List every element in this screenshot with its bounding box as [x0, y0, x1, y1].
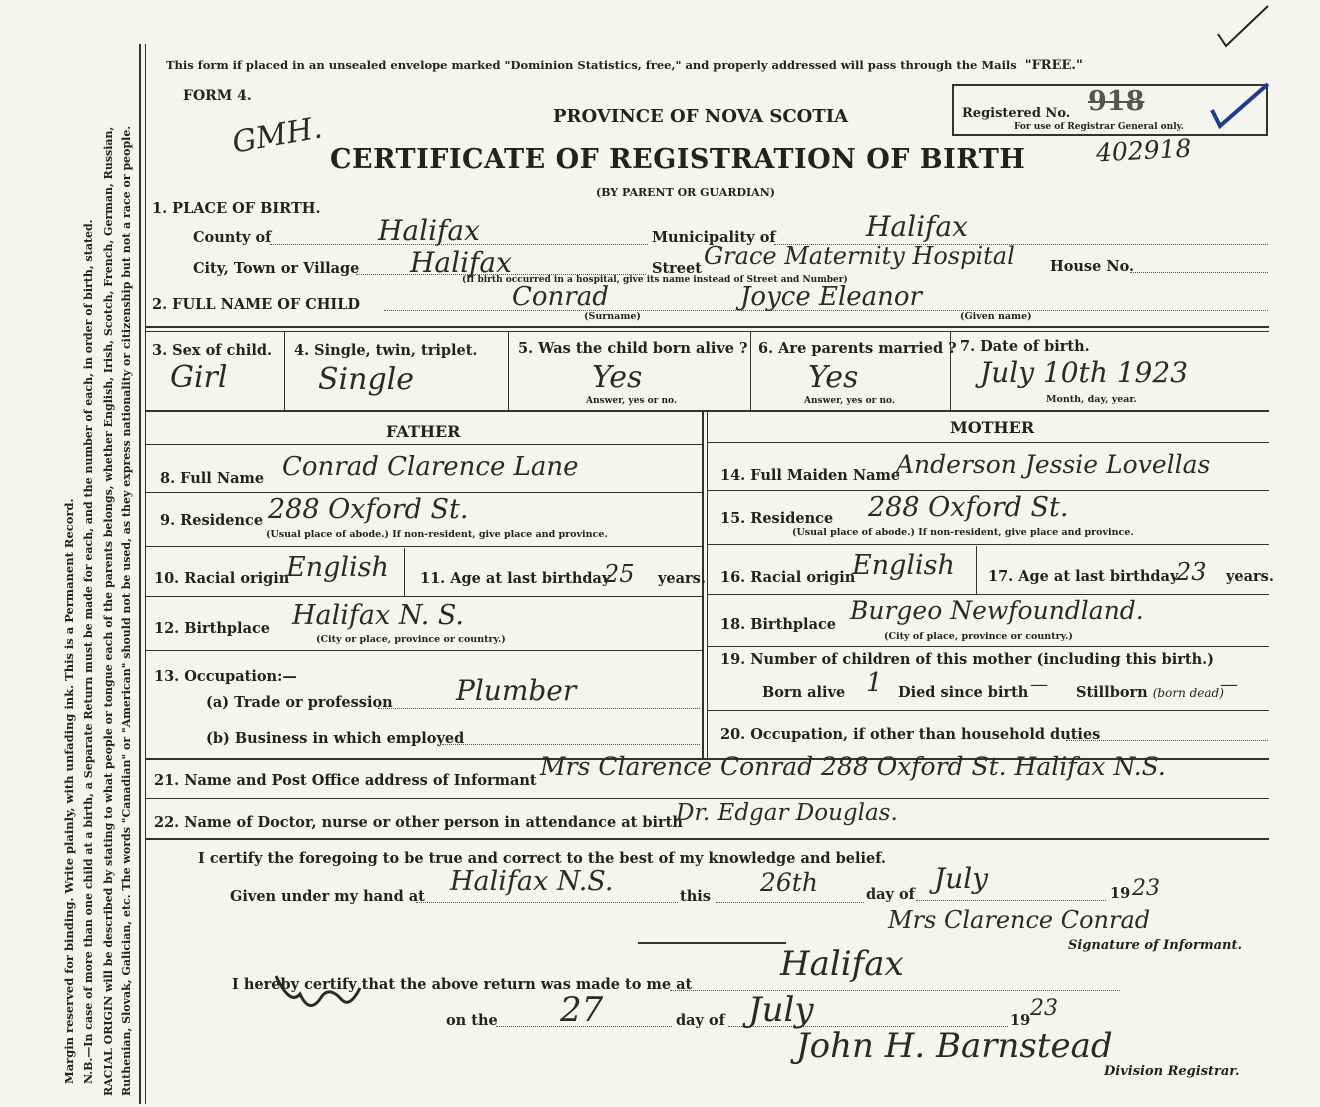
registrar-initial-mark [270, 966, 400, 1026]
father-head-line [145, 444, 702, 445]
made-place-value: Halifax [780, 944, 904, 984]
check-mark-icon [1212, 4, 1272, 48]
margin-note-2: N.B.—In case of more than one child at a birth, a Separate Return must be made for each, and the number of each, in order of birth, stated. [82, 219, 95, 1084]
mother-birthplace-label: 18. Birthplace [720, 616, 837, 633]
stillborn-label-text: Stillborn [1076, 684, 1148, 701]
parent-split-line-2 [707, 412, 708, 758]
born-alive-value: 1 [866, 668, 883, 698]
registrar-signature: John H. Barnstead [796, 1026, 1113, 1066]
frame-left-line-2 [145, 44, 146, 1104]
mother-heading: MOTHER [950, 418, 1035, 437]
certification-divider [638, 942, 786, 944]
divider-1b [145, 331, 1269, 332]
father-residence-value: 288 Oxford St. [268, 494, 469, 525]
date-of-birth-note: Month, day, year. [1046, 394, 1137, 405]
father-name-value: Conrad Clarence Lane [282, 452, 579, 482]
made-year-value: 23 [1030, 996, 1058, 1021]
stillborn-note: (born dead) [1152, 686, 1224, 700]
given-at-label: Given under my hand at [230, 888, 425, 905]
mother-name-value: Anderson Jessie Lovellas [896, 450, 1211, 479]
born-alive-question-label: 5. Was the child born alive ? [518, 340, 748, 357]
mother-birthplace-note: (City of place, province or country.) [884, 631, 1073, 642]
given-year-prefix: 19 [1110, 885, 1131, 902]
mother-head-line [708, 442, 1269, 443]
children-count-label: 19. Number of children of this mother (including this birth.) [720, 651, 1215, 668]
father-col-10-11 [404, 548, 405, 596]
col-sep-4 [508, 332, 509, 410]
street-label: Street [652, 260, 702, 277]
father-age-unit: years. [658, 570, 706, 587]
certify-statement: I certify the foregoing to be true and correct to the best of my knowledge and belief. [198, 850, 886, 867]
married-label: 6. Are parents married ? [758, 340, 957, 357]
sex-value: Girl [170, 360, 228, 395]
made-dayof-label: day of [676, 1012, 725, 1029]
mother-occupation-dots [1066, 740, 1268, 741]
given-this-label: this [680, 888, 711, 905]
born-alive-answer: Yes [592, 360, 643, 395]
registered-note: For use of Registrar General only. [1014, 122, 1184, 132]
plurality-label: 4. Single, twin, triplet. [294, 342, 478, 359]
informant-value: Mrs Clarence Conrad 288 Oxford St. Halifax N.S. [540, 752, 1166, 781]
stillborn-value: — [1220, 674, 1238, 695]
given-month-dots [916, 900, 1106, 901]
mother-row-16 [708, 594, 1269, 595]
made-year-prefix: 19 [1010, 1012, 1031, 1029]
date-of-birth-value: July 10th 1923 [980, 356, 1189, 389]
given-at-dots [416, 902, 678, 903]
father-race-label: 10. Racial origin [154, 570, 290, 587]
father-birthplace-label: 12. Birthplace [154, 620, 271, 637]
mail-notice-text: This form if placed in an unsealed envelope marked "Dominion Statistics, free," and properly addressed will pass through the Mails [166, 58, 1017, 72]
father-residence-note: (Usual place of abode.) If non-resident, give place and province. [266, 529, 608, 540]
date-of-birth-label: 7. Date of birth. [960, 338, 1090, 355]
margin-note-4: Ruthenian, Slovak, Galician, etc. The words "Canadian" or "American" should not be used, as they express nationality or citizenship but not a race or people. [120, 125, 133, 1096]
certificate-number-handwritten: 402918 [1095, 133, 1193, 168]
attendant-value: Dr. Edgar Douglas. [676, 800, 898, 826]
signature-of-informant-label: Signature of Informant. [1068, 938, 1242, 953]
mother-race-label: 16. Racial origin [720, 569, 856, 586]
mother-name-label: 14. Full Maiden Name [720, 467, 901, 484]
street-value: Grace Maternity Hospital [704, 242, 1015, 270]
hospital-note: (If birth occurred in a hospital, give its name instead of Street and Number) [462, 275, 848, 285]
registered-label: Registered No. [962, 106, 1071, 121]
divider-5 [145, 838, 1269, 840]
died-since-birth-value: — [1030, 674, 1048, 695]
born-alive-note: Answer, yes or no. [586, 396, 677, 406]
made-month-value: July [748, 990, 814, 1030]
blue-check-icon [1208, 80, 1272, 130]
certificate-title: CERTIFICATE OF REGISTRATION OF BIRTH [330, 144, 1026, 175]
mother-row-18 [708, 646, 1269, 647]
mother-birthplace-value: Burgeo Newfoundland. [850, 596, 1144, 625]
mother-age-label: 17. Age at last birthday [988, 568, 1179, 585]
city-value: Halifax [410, 246, 512, 279]
municipality-value: Halifax [866, 210, 968, 243]
born-alive-label: Born alive [762, 684, 846, 701]
hereby-certify-label: I hereby certify that the above return was made to me at [232, 976, 693, 993]
initials-handwritten: GMH. [229, 110, 325, 161]
business-dots [442, 744, 700, 745]
divider-4 [145, 798, 1269, 799]
certificate-subtitle: (BY PARENT OR GUARDIAN) [596, 186, 775, 199]
father-row-10 [145, 596, 702, 597]
given-month-value: July [934, 862, 989, 895]
father-name-label: 8. Full Name [160, 470, 265, 487]
plurality-value: Single [318, 362, 415, 397]
given-name-value: Joyce Eleanor [740, 282, 922, 312]
mother-residence-label: 15. Residence [720, 510, 834, 527]
frame-left-line [139, 44, 141, 1104]
mother-row-15 [708, 544, 1269, 545]
attendant-label: 22. Name of Doctor, nurse or other person in attendance at birth [154, 814, 683, 831]
county-label: County of [193, 229, 272, 246]
city-label: City, Town or Village [193, 260, 360, 277]
father-row-9 [145, 546, 702, 547]
married-value: Yes [808, 360, 859, 395]
father-row-12 [145, 650, 702, 651]
trade-label: (a) Trade or profession [206, 694, 393, 711]
mail-notice [166, 58, 1083, 73]
father-age-value: 25 [604, 560, 635, 588]
married-note: Answer, yes or no. [804, 396, 895, 406]
registered-value: 918 [1088, 86, 1145, 117]
house-no-label: House No. [1050, 258, 1135, 275]
form-number: FORM 4. [183, 88, 252, 104]
father-residence-label: 9. Residence [160, 512, 264, 529]
margin-note-1: Margin reserved for binding. Write plainly, with unfading ink. This is a Permanent Record. [62, 498, 76, 1084]
county-value: Halifax [378, 214, 480, 247]
informant-label: 21. Name and Post Office address of Informant [154, 772, 537, 789]
mother-race-value: English [852, 550, 955, 581]
mother-col-16-17 [976, 546, 977, 594]
mail-notice-free: "FREE." [1024, 58, 1083, 73]
divider-1 [145, 326, 1269, 328]
province-heading: PROVINCE OF NOVA SCOTIA [553, 106, 849, 127]
mother-age-unit: years. [1226, 568, 1274, 585]
mother-age-value: 23 [1176, 558, 1207, 586]
father-birthplace-note: (City or place, province or country.) [316, 634, 506, 645]
given-name-note: (Given name) [960, 311, 1032, 322]
surname-value: Conrad [512, 282, 609, 312]
made-onthe-label: on the [446, 1012, 498, 1029]
father-heading: FATHER [386, 422, 461, 441]
place-of-birth-label: 1. PLACE OF BIRTH. [152, 200, 321, 217]
father-race-value: English [286, 552, 389, 583]
trade-value: Plumber [456, 674, 577, 707]
sex-label: 3. Sex of child. [152, 342, 273, 359]
informant-signature: Mrs Clarence Conrad [888, 906, 1151, 934]
trade-dots [378, 708, 700, 709]
father-row-8 [145, 492, 702, 493]
col-sep-5 [750, 332, 751, 410]
mother-row-14 [708, 490, 1269, 491]
father-occupation-label: 13. Occupation:— [154, 668, 297, 685]
division-registrar-label: Division Registrar. [1104, 1064, 1240, 1079]
house-dots [1130, 272, 1268, 273]
made-at-dots [670, 990, 1120, 991]
mother-row-19 [708, 710, 1269, 711]
business-label: (b) Business in which employed [206, 730, 465, 747]
surname-note: (Surname) [584, 311, 641, 322]
stillborn-label [1076, 684, 1224, 701]
given-place-value: Halifax N.S. [450, 866, 614, 897]
died-since-birth-label: Died since birth [898, 684, 1029, 701]
municipality-label: Municipality of [652, 229, 776, 246]
mother-residence-note: (Usual place of abode.) If non-resident, give place and province. [792, 527, 1134, 538]
child-name-label: 2. FULL NAME OF CHILD [152, 296, 360, 313]
given-day-value: 26th [760, 868, 818, 897]
given-dayof-label: day of [866, 886, 915, 903]
made-day-value: 27 [560, 990, 604, 1030]
given-year-value: 23 [1132, 876, 1160, 901]
mother-residence-value: 288 Oxford St. [868, 492, 1069, 523]
father-birthplace-value: Halifax N. S. [292, 600, 464, 631]
margin-note-3: RACIAL ORIGIN will be described by stating to what people or tongue each of the parents belongs, whether English, Irish, Scotch, French, German, Russian, [102, 126, 115, 1096]
col-sep-3 [284, 332, 285, 410]
given-day-dots [716, 902, 864, 903]
mother-occupation-label: 20. Occupation, if other than household duties [720, 726, 1101, 743]
father-age-label: 11. Age at last birthday [420, 570, 611, 587]
